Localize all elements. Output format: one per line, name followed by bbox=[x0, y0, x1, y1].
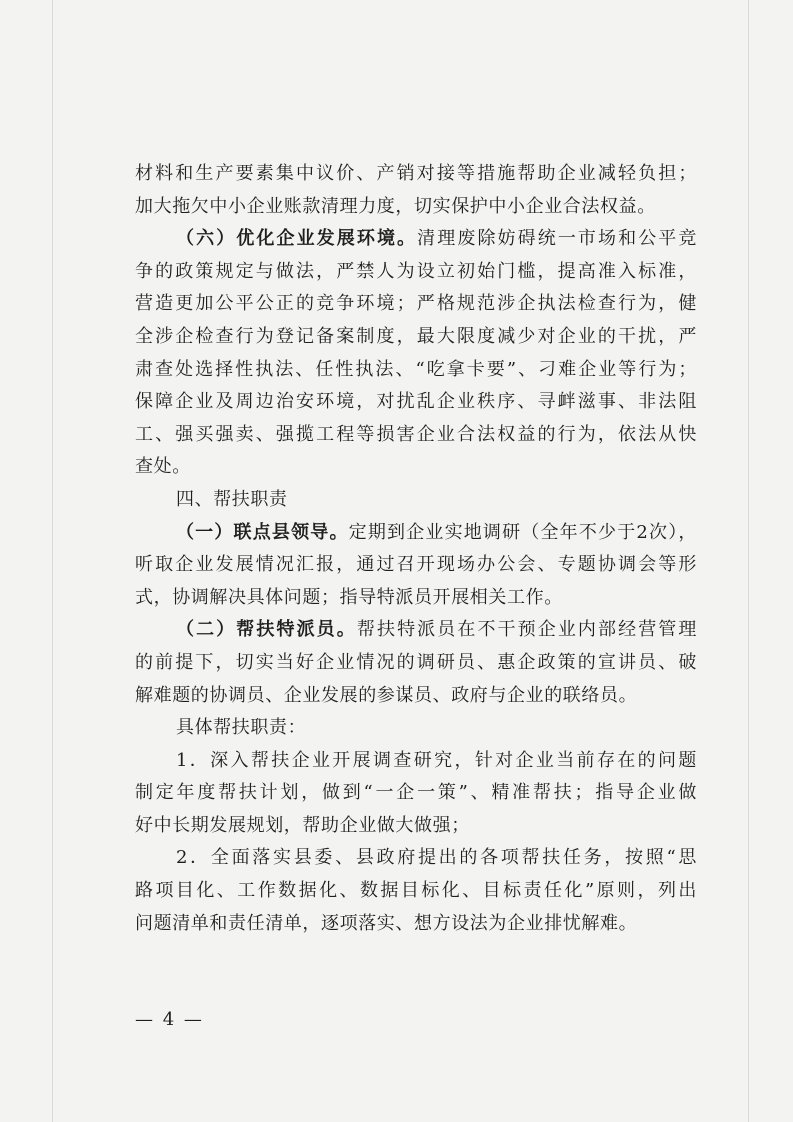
text-line: 制定年度帮扶计划，做到“一企一策”、精准帮扶；指导企业做 bbox=[135, 782, 697, 804]
text-line bbox=[135, 614, 697, 647]
text-line: 工、强买强卖、强揽工程等损害企业合法权益的行为，依法从快 bbox=[135, 423, 697, 445]
text-line: 保障企业及周边治安环境，对扰乱企业秩序、寻衅滋事、非法阻 bbox=[135, 391, 697, 413]
document-body bbox=[135, 158, 697, 940]
section-heading: （二）帮扶特派员。 bbox=[176, 619, 357, 641]
text-line: 肃查处选择性执法、任性执法、“吃拿卡要”、刁难企业等行为； bbox=[135, 358, 697, 380]
text-line: 2．全面落实县委、县政府提出的各项帮扶任务，按照“思 bbox=[176, 847, 697, 869]
text-span: 帮扶特派员在不干预企业内部经营管理 bbox=[356, 619, 697, 641]
page-edge-left bbox=[52, 0, 53, 1122]
text-line: 具体帮扶职责： bbox=[176, 717, 307, 739]
text-line: 营造更加公平公正的竞争环境；严格规范涉企执法检查行为，健 bbox=[135, 293, 697, 315]
text-line: 解难题的协调员、企业发展的参谋员、政府与企业的联络员。 bbox=[135, 684, 638, 706]
section-title: 四、帮扶职责 bbox=[176, 488, 288, 510]
section-heading: （一）联点县领导。 bbox=[176, 521, 349, 543]
section-heading: （六）优化企业发展环境。 bbox=[176, 228, 418, 250]
text-span: 清理废除妨碍统一市场和公平竞 bbox=[417, 228, 697, 250]
text-line bbox=[135, 223, 697, 256]
text-line: 查处。 bbox=[135, 456, 191, 478]
page-number: — 4 — bbox=[135, 1009, 204, 1030]
text-line: 争的政策规定与做法，严禁人为设立初始门槛，提高准入标准， bbox=[135, 260, 697, 282]
page-edge-right bbox=[748, 0, 749, 1122]
text-line bbox=[135, 517, 697, 550]
text-line: 加大拖欠中小企业账款清理力度，切实保护中小企业合法权益。 bbox=[135, 195, 656, 217]
text-line: 的前提下，切实当好企业情况的调研员、惠企政策的宣讲员、破 bbox=[135, 651, 697, 673]
text-line: 听取企业发展情况汇报，通过召开现场办公会、专题协调会等形 bbox=[135, 554, 697, 576]
text-line: 全涉企检查行为登记备案制度，最大限度减少对企业的干扰，严 bbox=[135, 325, 697, 347]
text-line: 材料和生产要素集中议价、产销对接等措施帮助企业减轻负担； bbox=[135, 163, 697, 184]
text-line: 1．深入帮扶企业开展调查研究，针对企业当前存在的问题 bbox=[176, 749, 697, 771]
text-line: 问题清单和责任清单，逐项落实、想方设法为企业排忧解难。 bbox=[135, 912, 638, 934]
text-line: 式，协调解决具体问题；指导特派员开展相关工作。 bbox=[135, 586, 563, 608]
text-line: 好中长期发展规划，帮助企业做大做强； bbox=[135, 814, 470, 836]
text-span: 定期到企业实地调研（全年不少于2次）， bbox=[348, 521, 697, 543]
text-line: 路项目化、工作数据化、数据目标化、目标责任化”原则，列出 bbox=[135, 880, 697, 902]
